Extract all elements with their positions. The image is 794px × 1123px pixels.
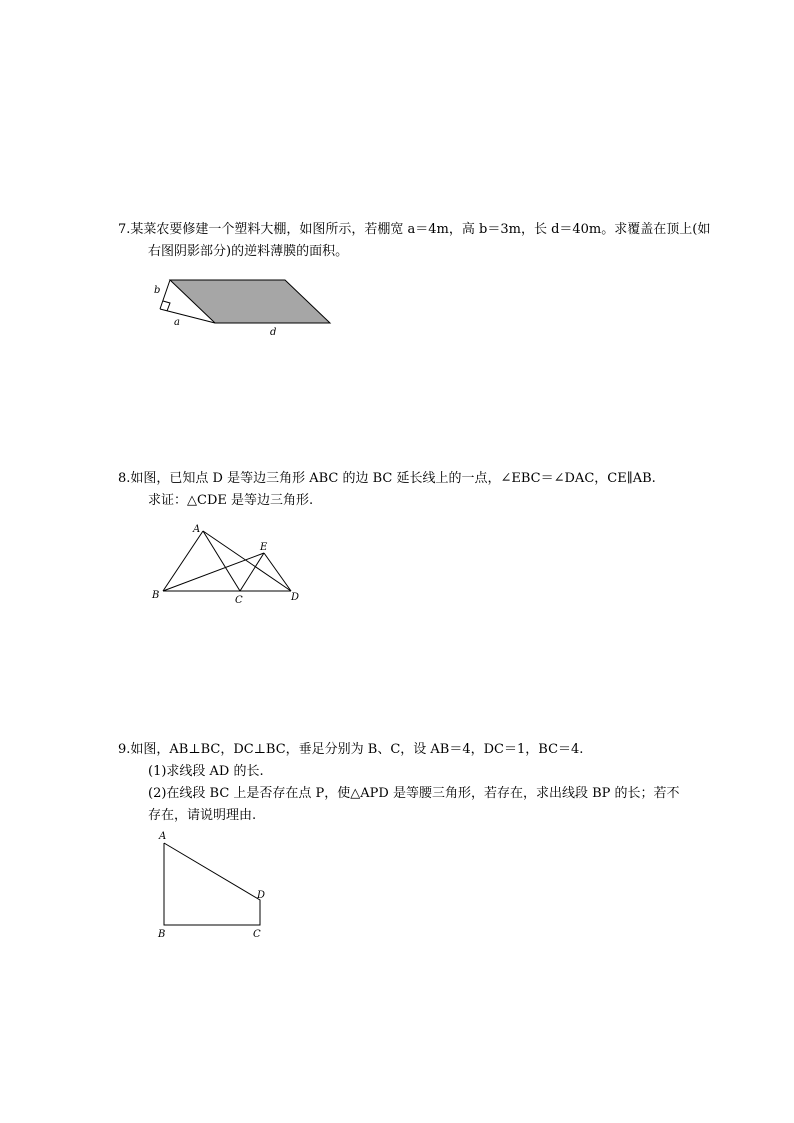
edge-b: [160, 280, 170, 309]
question-9-number: 9.: [118, 742, 131, 757]
segment-BE: [163, 553, 264, 591]
question-9-part2-line2: 存在，请说明理由.: [148, 808, 257, 823]
question-9: [118, 739, 708, 827]
question-7-text-line1: 某菜农要修建一个塑料大棚，如图所示，若棚宽 a＝4m，高 b＝3m，长 d＝40m。求覆盖在顶上(如: [130, 222, 711, 237]
trapezoid-figure-9: [150, 828, 275, 943]
greenhouse-figure: [150, 275, 340, 340]
label-A: A: [193, 524, 201, 535]
shaded-roof: [170, 280, 330, 323]
segment-ED: [264, 553, 291, 591]
label-D: D: [291, 592, 300, 603]
question-8-number: 8.: [118, 471, 131, 486]
question-9-text-line1: 如图，AB⊥BC，DC⊥BC，垂足分别为 B、C，设 AB＝4，DC＝1，BC＝4.: [130, 742, 584, 757]
label-B: B: [158, 929, 166, 940]
label-a: a: [174, 317, 180, 328]
triangle-figure-8: [148, 520, 308, 610]
question-8-text-line1: 如图，已知点 D 是等边三角形 ABC 的边 BC 延长线上的一点，∠EBC＝∠DAC，CE∥AB.: [130, 471, 656, 486]
label-C: C: [235, 595, 243, 606]
question-9-part2-line1: (2)在线段 BC 上是否存在点 P，使△APD 是等腰三角形，若存在，求出线段 BP 的长；若不: [148, 786, 680, 801]
question-7-number: 7.: [118, 222, 131, 237]
segment-AB: [163, 531, 203, 591]
question-8-text-line2: 求证：△CDE 是等边三角形.: [148, 493, 314, 508]
label-E: E: [260, 542, 268, 553]
label-b: b: [154, 285, 161, 296]
label-A: A: [159, 831, 167, 842]
segment-AC: [203, 531, 240, 591]
label-D: D: [257, 890, 266, 901]
label-B: B: [152, 590, 160, 601]
label-d: d: [270, 327, 277, 338]
question-7-text-line2: 右图阴影部分)的逆料薄膜的面积。: [148, 244, 349, 259]
trapezoid-ABCD: [164, 843, 260, 925]
question-9-part1: (1)求线段 AD 的长.: [148, 764, 264, 779]
segment-AD: [203, 531, 291, 591]
question-8: [118, 468, 708, 512]
label-C: C: [253, 929, 261, 940]
question-7: [118, 219, 711, 263]
right-angle-mark: [163, 301, 170, 311]
